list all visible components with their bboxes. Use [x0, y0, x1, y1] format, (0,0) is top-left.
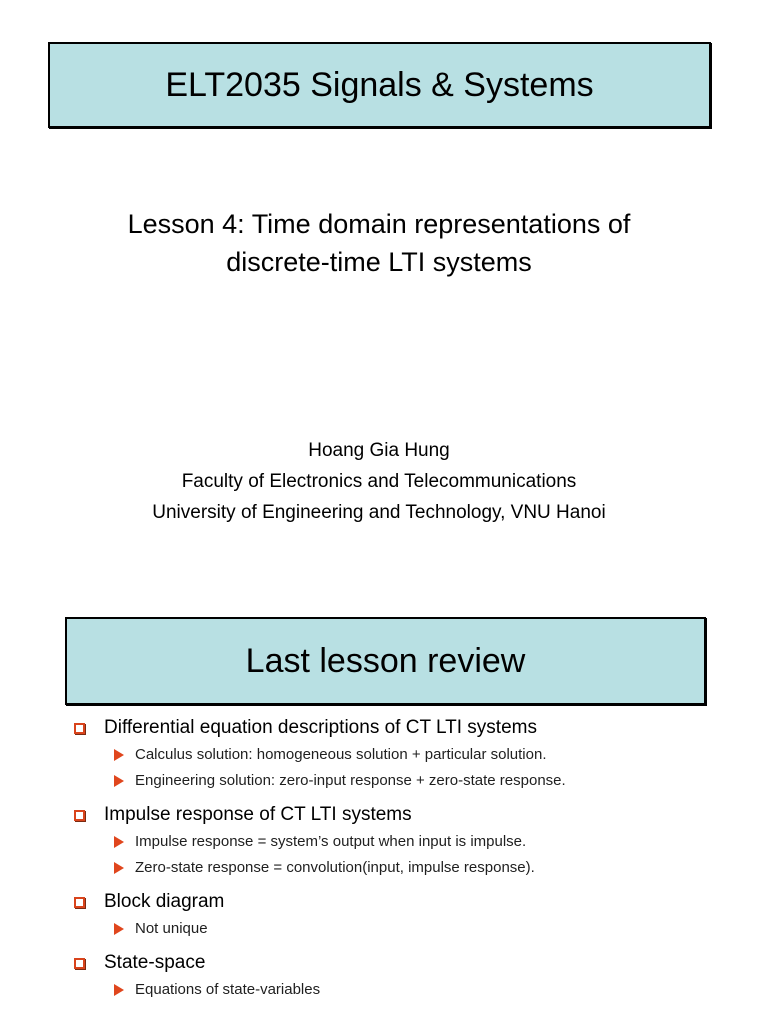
course-title: ELT2035 Signals & Systems: [165, 66, 594, 104]
sub-bullet-label: Zero-state response = convolution(input, impulse response).: [135, 859, 535, 876]
author-faculty: Faculty of Electronics and Telecommunications: [181, 471, 577, 492]
bullet-item: [74, 888, 734, 916]
subtitle-line-1: Lesson 4: Time domain representations of: [127, 209, 631, 239]
arrowhead-icon: [114, 749, 124, 761]
sub-bullet-item: [74, 742, 734, 768]
sub-bullet-item: [74, 768, 734, 794]
sub-bullet-label: Engineering solution: zero-input response + zero-state response.: [135, 772, 566, 789]
sub-bullet-item: [74, 977, 734, 1003]
hollow-square-icon: [74, 723, 85, 734]
bullet-group: [74, 949, 734, 1003]
lesson-subtitle: [40, 205, 718, 281]
title-banner: [48, 42, 711, 128]
arrowhead-icon: [114, 984, 124, 996]
author-name: Hoang Gia Hung: [308, 440, 450, 461]
author-block: [40, 435, 718, 528]
sub-bullet-item: [74, 855, 734, 881]
hollow-square-icon: [74, 958, 85, 969]
sub-bullet-label: Equations of state-variables: [135, 981, 321, 998]
sub-bullet-item: [74, 916, 734, 942]
sub-bullet-label: Impulse response = system’s output when input is impulse.: [135, 833, 527, 850]
review-title: Last lesson review: [245, 642, 526, 680]
arrowhead-icon: [114, 836, 124, 848]
sub-bullet-label: Calculus solution: homogeneous solution + particular solution.: [135, 746, 547, 763]
bullet-label: Differential equation descriptions of CT LTI systems: [104, 717, 537, 738]
bullet-label: Block diagram: [104, 891, 225, 912]
bullet-group: [74, 714, 734, 794]
bullet-group: [74, 801, 734, 881]
bullet-item: [74, 801, 734, 829]
arrowhead-icon: [114, 862, 124, 874]
bullet-label: State-space: [104, 952, 206, 973]
hollow-square-icon: [74, 810, 85, 821]
sub-bullet-label: Not unique: [135, 920, 208, 937]
review-title-banner: [65, 617, 706, 705]
bullet-group: [74, 888, 734, 942]
bullet-label: Impulse response of CT LTI systems: [104, 804, 412, 825]
review-bullet-list: [74, 714, 734, 1010]
bullet-item: [74, 714, 734, 742]
bullet-item: [74, 949, 734, 977]
arrowhead-icon: [114, 775, 124, 787]
author-university: University of Engineering and Technology, VNU Hanoi: [152, 502, 606, 523]
sub-bullet-item: [74, 829, 734, 855]
arrowhead-icon: [114, 923, 124, 935]
hollow-square-icon: [74, 897, 85, 908]
subtitle-line-2: discrete-time LTI systems: [226, 247, 532, 277]
